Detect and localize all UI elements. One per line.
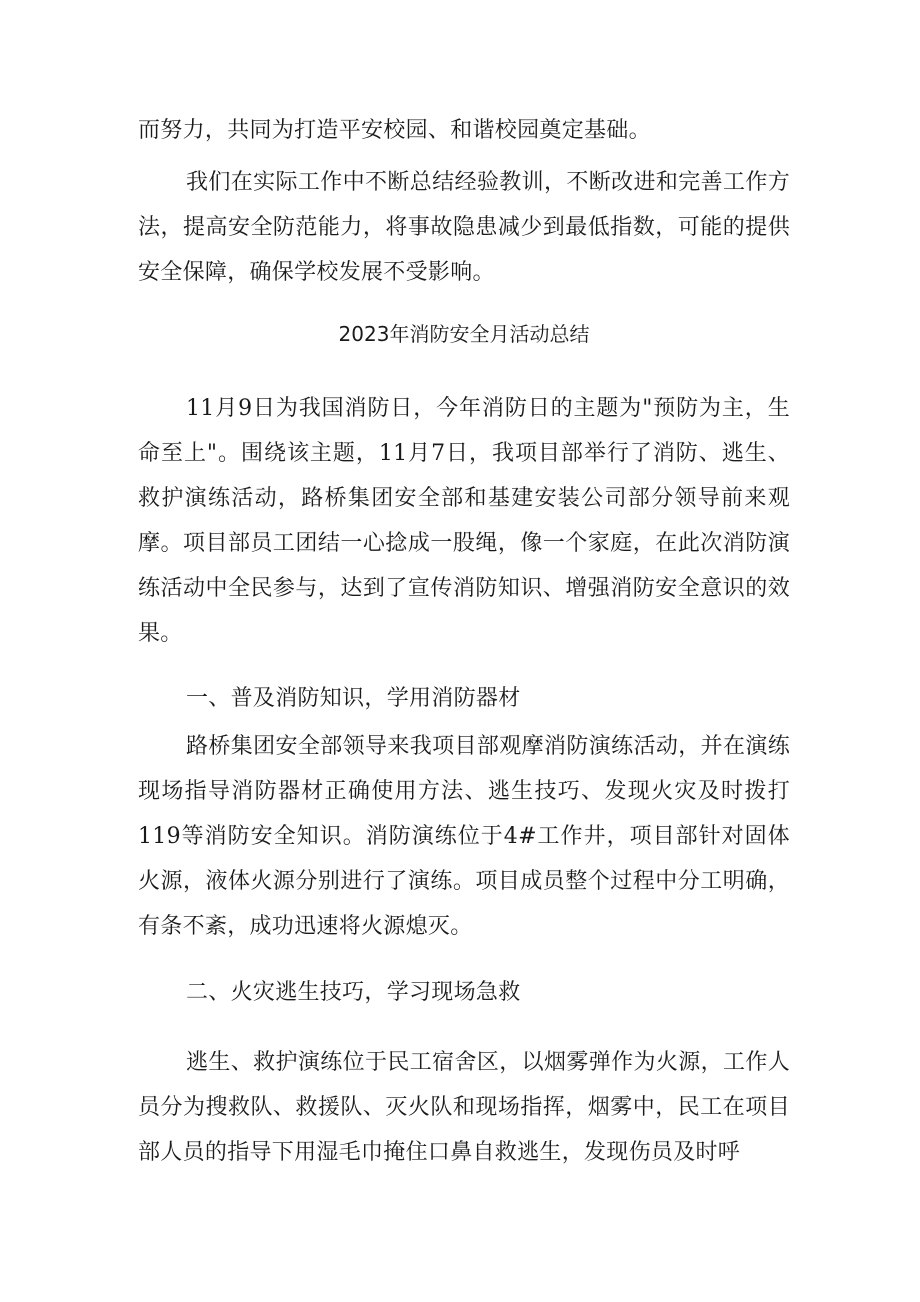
paragraph-section-2: 逃生、救护演练位于民工宿舍区，以烟雾弹作为火源，工作人员分为搜救队、救援队、灭火队和现场指挥，烟雾中，民工在项目部人员的指导下用湿毛巾掩住口鼻自救逃生，发现伤员及时呼 <box>138 1050 790 1165</box>
paragraph-section-1: 路桥集团安全部领导来我项目部观摩消防演练活动，并在演练现场指导消防器材正确使用方法、逃生技巧、发现火灾及时拨打119等消防安全知识。消防演练位于4#工作井，项目部针对固体火源，液体火源分别进行了演练。项目成员整个过程中分工明确，有条不紊，成功迅速将火源熄灭。 <box>138 734 790 939</box>
paragraph-summary: 我们在实际工作中不断总结经验教训，不断改进和完善工作方法，提高安全防范能力，将事故隐患减少到最低指数，可能的提供安全保障，确保学校发展不受影响。 <box>138 170 790 285</box>
document-title: 2023年消防安全月活动总结 <box>338 322 590 346</box>
section-heading-2: 二、火灾逃生技巧，学习现场急救 <box>186 980 521 1005</box>
section-heading-1: 一、普及消防知识，学用消防器材 <box>186 686 521 711</box>
paragraph-continuation: 而努力，共同为打造平安校园、和谐校园奠定基础。 <box>138 118 651 143</box>
paragraph-intro: 11月9日为我国消防日，今年消防日的主题为"预防为主，生命至上"。围绕该主题，11月7日，我项目部举行了消防、逃生、救护演练活动，路桥集团安全部和基建安装公司部分领导前来观摩。项目部员工团结一心捻成一股绳，像一个家庭，在此次消防演练活动中全民参与，达到了宣传消防知识、增强消防安全意识的效果。 <box>138 396 790 646</box>
